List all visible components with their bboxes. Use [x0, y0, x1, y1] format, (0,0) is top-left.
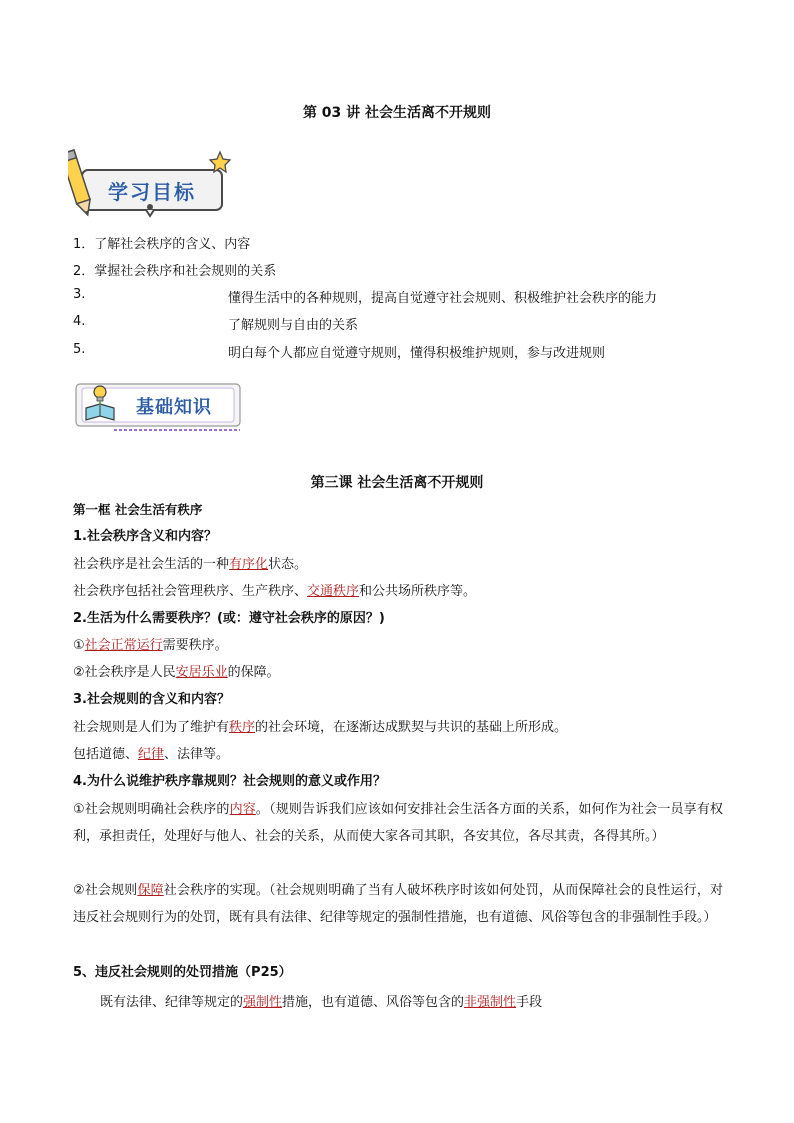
document-title: 第 03 讲 社会生活离不开规则	[302, 105, 492, 121]
answer-1-2: 社会秩序包括社会管理秩序、生产秩序、交通秩序和公共场所秩序等。	[73, 584, 477, 599]
keyword: 保障	[137, 883, 164, 898]
learning-goals-banner	[68, 148, 233, 220]
answer-4-2: ②社会规则保障社会秩序的实现。（社会规则明确了当有人破坏秩序时该如何处罚，从而保障社会的良性运行，对违反社会规则行为的处罚，既有具有法律、纪律等规定的强制性措施，也有道德、风俗等包含的非强制性手段。）	[73, 883, 723, 925]
question-2: 2.生活为什么需要秩序？(或：遵守社会秩序的原因？)	[73, 611, 385, 626]
frame-heading: 第一框 社会生活有秩序	[73, 502, 203, 517]
question-3: 3.社会规则的含义和内容？	[73, 692, 230, 707]
goal-item-5-text: 明白每个人都应自觉遵守规则，懂得积极维护规则，参与改进规则	[228, 346, 606, 361]
lesson-title: 第三课 社会生活离不开规则	[310, 475, 484, 491]
question-5: 5、违反社会规则的处罚措施（P25）	[73, 965, 292, 980]
keyword: 社会正常运行	[84, 638, 163, 653]
goal-item-4-number: 4.	[73, 314, 86, 329]
goal-item-3-text: 懂得生活中的各种规则，提高自觉遵守社会规则、积极维护社会秩序的能力	[228, 291, 658, 306]
keyword: 内容	[229, 802, 256, 817]
keyword: 安居乐业	[175, 665, 228, 680]
learning-goals-label: 学习目标	[108, 180, 196, 204]
keyword: 纪律	[138, 747, 165, 762]
question-1: 1.社会秩序含义和内容？	[73, 529, 217, 544]
answer-4-1: ①社会规则明确社会秩序的内容。（规则告诉我们应该如何安排社会生活各方面的关系，如何作为社会一员享有权利，承担责任，处理好与他人、社会的关系，从而使大家各司其职，各安其位，各尽其责，各得其所。）	[73, 802, 723, 844]
keyword: 有序化	[229, 557, 269, 572]
keyword: 秩序	[229, 720, 256, 735]
answer-3-2: 包括道德、纪律、法律等。	[73, 747, 230, 762]
answer-5-1: 既有法律、纪律等规定的强制性措施，也有道德、风俗等包含的非强制性手段	[100, 995, 543, 1010]
answer-1-1: 社会秩序是社会生活的一种有序化状态。	[73, 557, 308, 572]
basic-knowledge-label: 基础知识	[136, 397, 212, 418]
goal-item-2: 2．掌握社会秩序和社会规则的关系	[73, 264, 277, 279]
keyword: 交通秩序	[307, 584, 360, 599]
question-4: 4.为什么说维护秩序靠规则？社会规则的意义或作用？	[73, 774, 386, 789]
keyword: 强制性	[243, 995, 283, 1010]
goal-item-5-number: 5.	[73, 342, 86, 357]
keyword: 非强制性	[464, 995, 517, 1010]
basic-knowledge-banner	[74, 378, 244, 434]
answer-2-1: ①社会正常运行需要秩序。	[73, 638, 228, 653]
answer-2-2: ②社会秩序是人民安居乐业的保障。	[73, 665, 280, 680]
answer-3-1: 社会规则是人们为了维护有秩序的社会环境，在逐渐达成默契与共识的基础上所形成。	[73, 720, 568, 735]
goal-item-3-number: 3.	[73, 287, 86, 302]
goal-item-1: 1．了解社会秩序的含义、内容	[73, 237, 251, 252]
goal-item-4-text: 了解规则与自由的关系	[228, 318, 359, 333]
